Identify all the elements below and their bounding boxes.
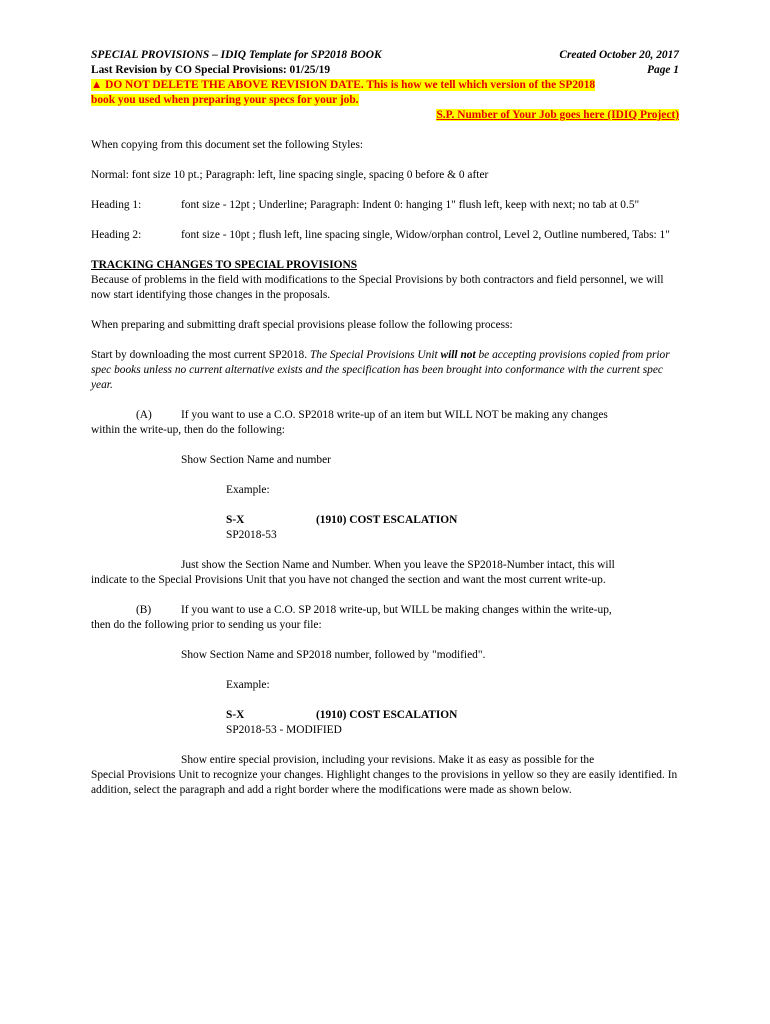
item-b-note-start: Show entire special provision, including your revisions. Make it as easy as possible for the — [181, 754, 595, 766]
item-a-note — [91, 558, 679, 573]
sp-number: S.P. Number of Your Job goes here (IDIQ Project) — [436, 109, 679, 121]
item-a-text-start: If you want to use a C.O. SP2018 write-up of an item but WILL NOT be making any changes — [181, 409, 608, 421]
p3-em2: be accepting provisions copied from prior spec books unless no current alternative exists and the specification has been brought into conformance with the current spec year. — [91, 349, 670, 391]
heading2-text: font size - 10pt ; flush left, line spacing single, Widow/orphan control, Level 2, Outline numbered, Tabs: 1" — [181, 229, 670, 241]
warning-line-1: ▲ DO NOT DELETE THE ABOVE REVISION DATE. This is how we tell which version of the SP2018 — [91, 79, 596, 91]
header-row-2 — [91, 63, 679, 78]
header-row-1 — [91, 48, 679, 63]
header-revision: Last Revision by CO Special Provisions: 01/25/19 — [91, 64, 331, 76]
item-a-intro — [91, 408, 679, 423]
item-b-note-cont: Special Provisions Unit to recognize your changes. Highlight changes to the provisions in yellow so they are easily identified. In addition, select the paragraph and add a right border where the modifications were made as shown below. — [91, 769, 678, 796]
item-b-example: Example: — [226, 679, 270, 691]
item-b-show: Show Section Name and SP2018 number, followed by "modified". — [181, 649, 486, 661]
document-page — [91, 48, 679, 798]
item-b-label: (B) — [136, 604, 152, 616]
item-b-cont: then do the following prior to sending us your file: — [91, 619, 322, 631]
normal-style: Normal: font size 10 pt.; Paragraph: left, line spacing single, spacing 0 before & 0 after — [91, 169, 489, 181]
p3-start: Start by downloading the most current SP2018. — [91, 349, 310, 361]
heading1-label: Heading 1: — [91, 199, 142, 211]
header-title: SPECIAL PROVISIONS – IDIQ Template for SP2018 BOOK — [91, 49, 382, 61]
sp-number-line — [91, 108, 679, 123]
header-created: Created October 20, 2017 — [559, 49, 679, 61]
revision-warning — [91, 78, 679, 108]
item-b-sx: S-X — [226, 709, 245, 721]
item-a-show: Show Section Name and number — [181, 454, 331, 466]
heading1-style — [91, 198, 679, 213]
p3-em1: The Special Provisions Unit — [309, 349, 441, 361]
item-a-label: (A) — [136, 409, 152, 421]
warning-line-2: book you used when preparing your specs for your job. — [91, 94, 359, 106]
item-a-sx: S-X — [226, 514, 245, 526]
item-a-example: Example: — [226, 484, 270, 496]
heading2-label: Heading 2: — [91, 229, 142, 241]
item-b-text-start: If you want to use a C.O. SP 2018 write-up, but WILL be making changes within the write-up, — [181, 604, 612, 616]
item-a-section: (1910) COST ESCALATION — [316, 514, 458, 526]
item-a-section-row — [91, 513, 679, 528]
item-b-note — [91, 753, 679, 768]
item-a-note-start: Just show the Section Name and Number. When you leave the SP2018-Number intact, this will — [181, 559, 615, 571]
styles-intro: When copying from this document set the following Styles: — [91, 139, 364, 151]
item-b-section: (1910) COST ESCALATION — [316, 709, 458, 721]
item-b-intro — [91, 603, 679, 618]
item-a-note-cont: indicate to the Special Provisions Unit that you have not changed the section and want the most current write-up. — [91, 574, 606, 586]
item-a-number: SP2018-53 — [226, 529, 277, 541]
heading1-text: font size - 12pt ; Underline; Paragraph: Indent 0: hanging 1" flush left, keep with next; no tab at 0.5" — [181, 199, 640, 211]
tracking-paragraph-2: When preparing and submitting draft special provisions please follow the following process: — [91, 319, 513, 331]
item-b-section-row — [91, 708, 679, 723]
p3-bold: will not — [440, 349, 476, 361]
item-b-number: SP2018-53 - MODIFIED — [226, 724, 342, 736]
item-a-cont: within the write-up, then do the following: — [91, 424, 285, 436]
heading2-style — [91, 228, 679, 243]
tracking-paragraph-3 — [91, 348, 679, 393]
tracking-heading: TRACKING CHANGES TO SPECIAL PROVISIONS — [91, 259, 358, 271]
header-page: Page 1 — [647, 64, 679, 76]
tracking-paragraph-1: Because of problems in the field with modifications to the Special Provisions by both contractors and field personnel, we will now start identifying those changes in the proposals. — [91, 274, 664, 301]
